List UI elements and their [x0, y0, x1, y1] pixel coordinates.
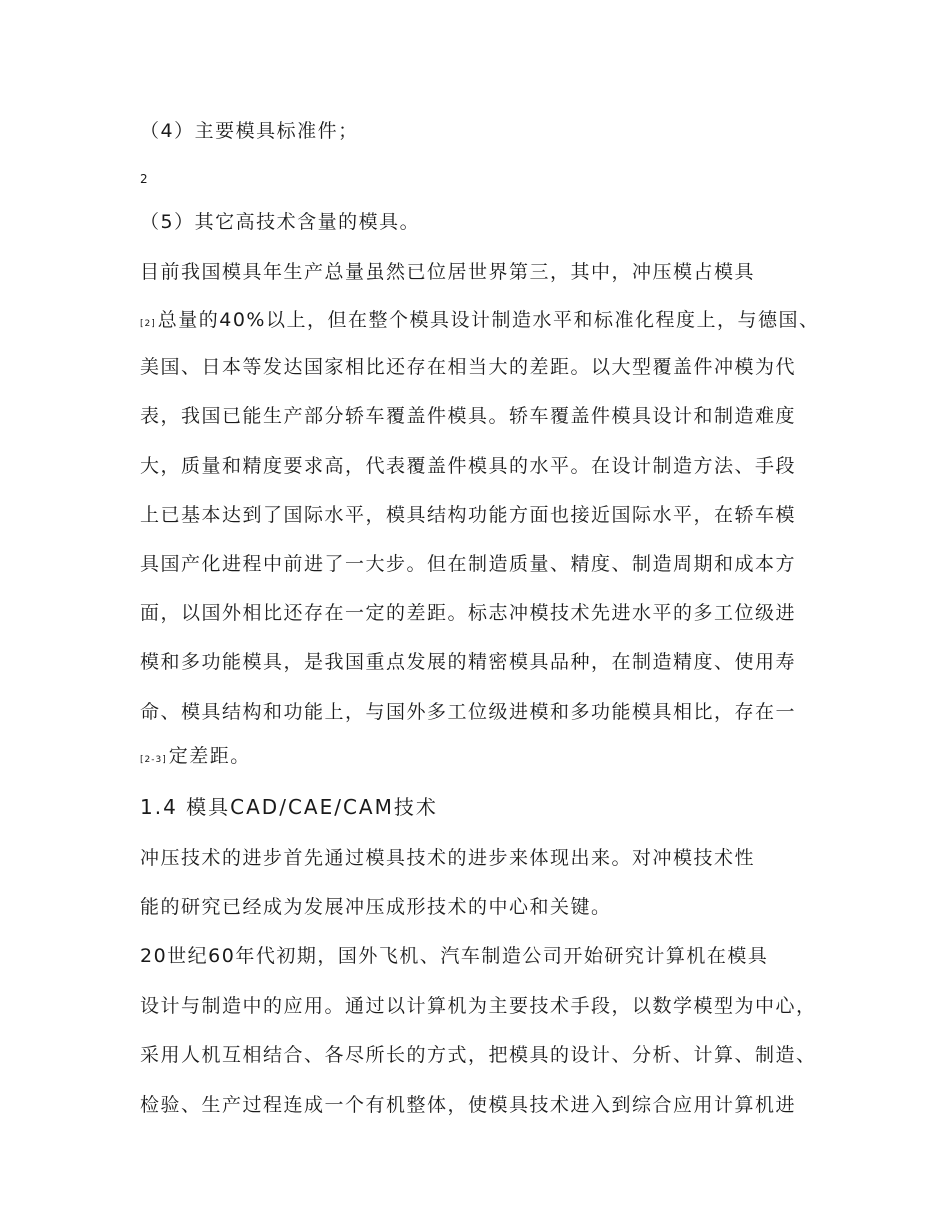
- paragraph-1-line-8: 面，以国外相比还存在一定的差距。标志冲模技术先进水平的多工位级进: [140, 602, 797, 624]
- citation-ref: [2]: [140, 319, 156, 329]
- paragraph-3-line-2: 设计与制造中的应用。通过以计算机为主要技术手段，以数学模型为中心，: [140, 995, 817, 1017]
- citation-ref: [2-3]: [140, 755, 167, 765]
- paragraph-2-line-1: 冲压技术的进步首先通过模具技术的进步来体现出来。对冲模技术性: [140, 847, 756, 869]
- paragraph-3-line-1: 20世纪60年代初期，国外飞机、汽车制造公司开始研究计算机在模具: [140, 945, 769, 967]
- paragraph-1-line-2: [140, 308, 819, 336]
- paragraph-3-line-3: 采用人机互相结合、各尽所长的方式，把模具的设计、分析、计算、制造、: [140, 1044, 817, 1066]
- paragraph-1-line-4: 表，我国已能生产部分轿车覆盖件模具。轿车覆盖件模具设计和制造难度: [140, 405, 797, 427]
- paragraph-1-line-7: 具国产化进程中前进了一大步。但在制造质量、精度、制造周期和成本方: [140, 553, 797, 575]
- paragraph-1-line-9: 模和多功能模具，是我国重点发展的精密模具品种，在制造精度、使用寿: [140, 651, 797, 673]
- paragraph-1-line-11: [140, 744, 251, 772]
- paragraph-1-line-2-text: 总量的40%以上，但在整个模具设计制造水平和标准化程度上，与德国、: [157, 309, 820, 331]
- paragraph-1-line-11-text: 定差距。: [168, 745, 251, 767]
- list-item-4: （4）主要模具标准件；: [140, 120, 359, 142]
- paragraph-3-line-4: 检验、生产过程连成一个有机整体，使模具技术进入到综合应用计算机进: [140, 1094, 797, 1116]
- paragraph-1-line-6: 上已基本达到了国际水平，模具结构功能方面也接近国际水平，在轿车模: [140, 504, 797, 526]
- paragraph-1-line-5: 大，质量和精度要求高，代表覆盖件模具的水平。在设计制造方法、手段: [140, 455, 797, 477]
- list-item-5: （5）其它高技术含量的模具。: [140, 211, 421, 233]
- section-heading: 1.4 模具CAD/CAE/CAM技术: [140, 795, 438, 819]
- paragraph-1-line-3: 美国、日本等发达国家相比还存在相当大的差距。以大型覆盖件冲模为代: [140, 356, 797, 378]
- paragraph-1-line-1: 目前我国模具年生产总量虽然已位居世界第三，其中，冲压模占模具: [140, 261, 756, 283]
- paragraph-1-line-10: 命、模具结构和功能上，与国外多工位级进模和多功能模具相比，存在一: [140, 701, 797, 723]
- page-marker: 2: [140, 172, 149, 186]
- paragraph-2-line-2: 能的研究已经成为发展冲压成形技术的中心和关键。: [140, 896, 612, 918]
